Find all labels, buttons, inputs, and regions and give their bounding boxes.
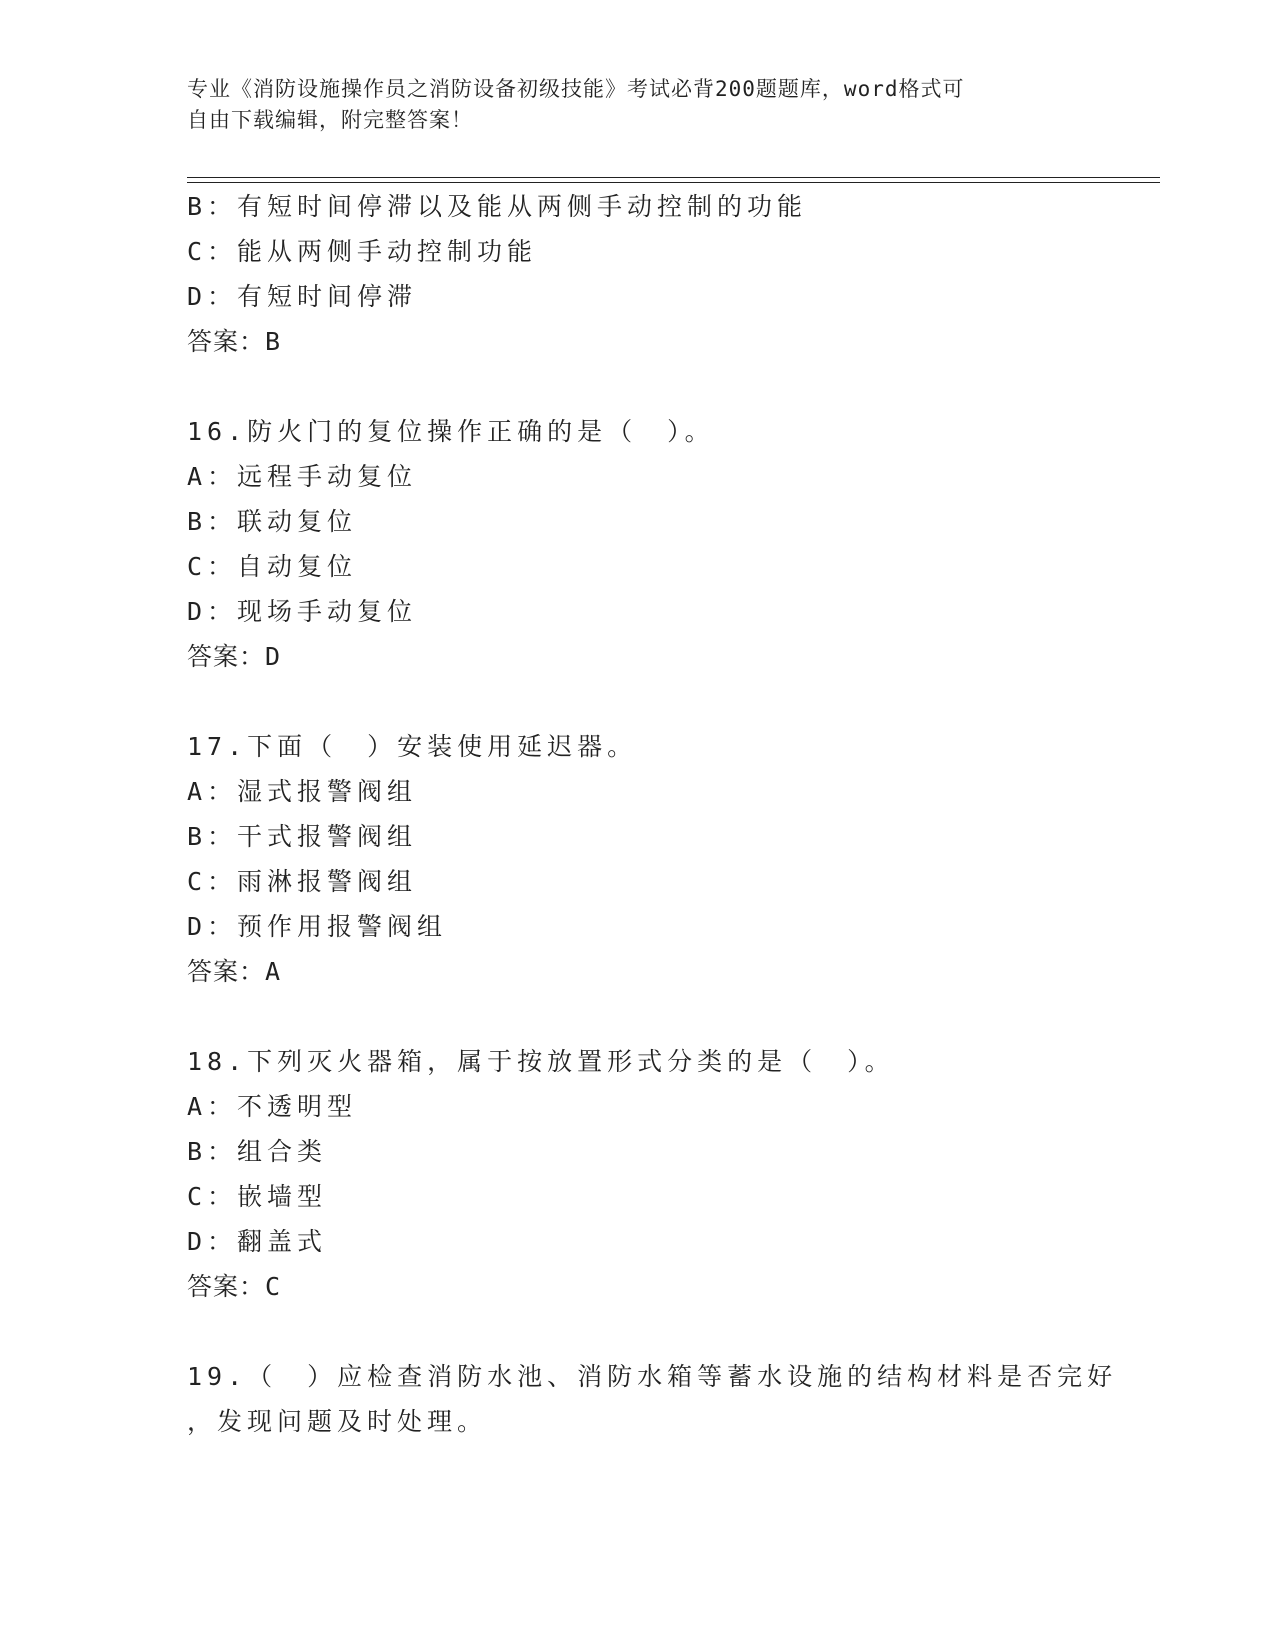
option-d: D：有短时间停滞 [187, 282, 418, 311]
option-a: A：不透明型 [187, 1092, 358, 1121]
option-c: C：能从两侧手动控制功能 [187, 237, 538, 266]
option-b: B：有短时间停滞以及能从两侧手动控制的功能 [187, 192, 808, 221]
option-a: A：湿式报警阀组 [187, 777, 418, 806]
option-b: B：联动复位 [187, 507, 358, 536]
header-line-1: 专业《消防设施操作员之消防设备初级技能》考试必背200题题库，word格式可 [187, 77, 965, 101]
question-stem: 19.（ ）应检查消防水池、消防水箱等蓄水设施的结构材料是否完好 [187, 1362, 1118, 1391]
option-c: C：自动复位 [187, 552, 358, 581]
option-b: B：干式报警阀组 [187, 822, 418, 851]
option-c: C：雨淋报警阀组 [187, 867, 418, 896]
answer: 答案：A [187, 957, 282, 986]
option-d: D：预作用报警阀组 [187, 912, 448, 941]
option-d: D：现场手动复位 [187, 597, 418, 626]
header-line-2: 自由下载编辑，附完整答案！ [187, 108, 473, 132]
answer: 答案：D [187, 642, 282, 671]
question-stem-continued: ，发现问题及时处理。 [187, 1407, 488, 1436]
question-stem: 17.下面（ ）安装使用延迟器。 [187, 732, 638, 761]
option-d: D：翻盖式 [187, 1227, 328, 1256]
header-divider-top [187, 177, 1160, 178]
answer: 答案：C [187, 1272, 282, 1301]
question-stem: 16.防火门的复位操作正确的是（ ）。 [187, 417, 715, 446]
document-header [187, 74, 1087, 136]
option-b: B：组合类 [187, 1137, 328, 1166]
option-a: A：远程手动复位 [187, 462, 418, 491]
answer: 答案：B [187, 327, 282, 356]
option-c: C：嵌墙型 [187, 1182, 328, 1211]
question-stem: 18.下列灭火器箱，属于按放置形式分类的是（ ）。 [187, 1047, 895, 1076]
header-divider-bottom [187, 182, 1160, 183]
